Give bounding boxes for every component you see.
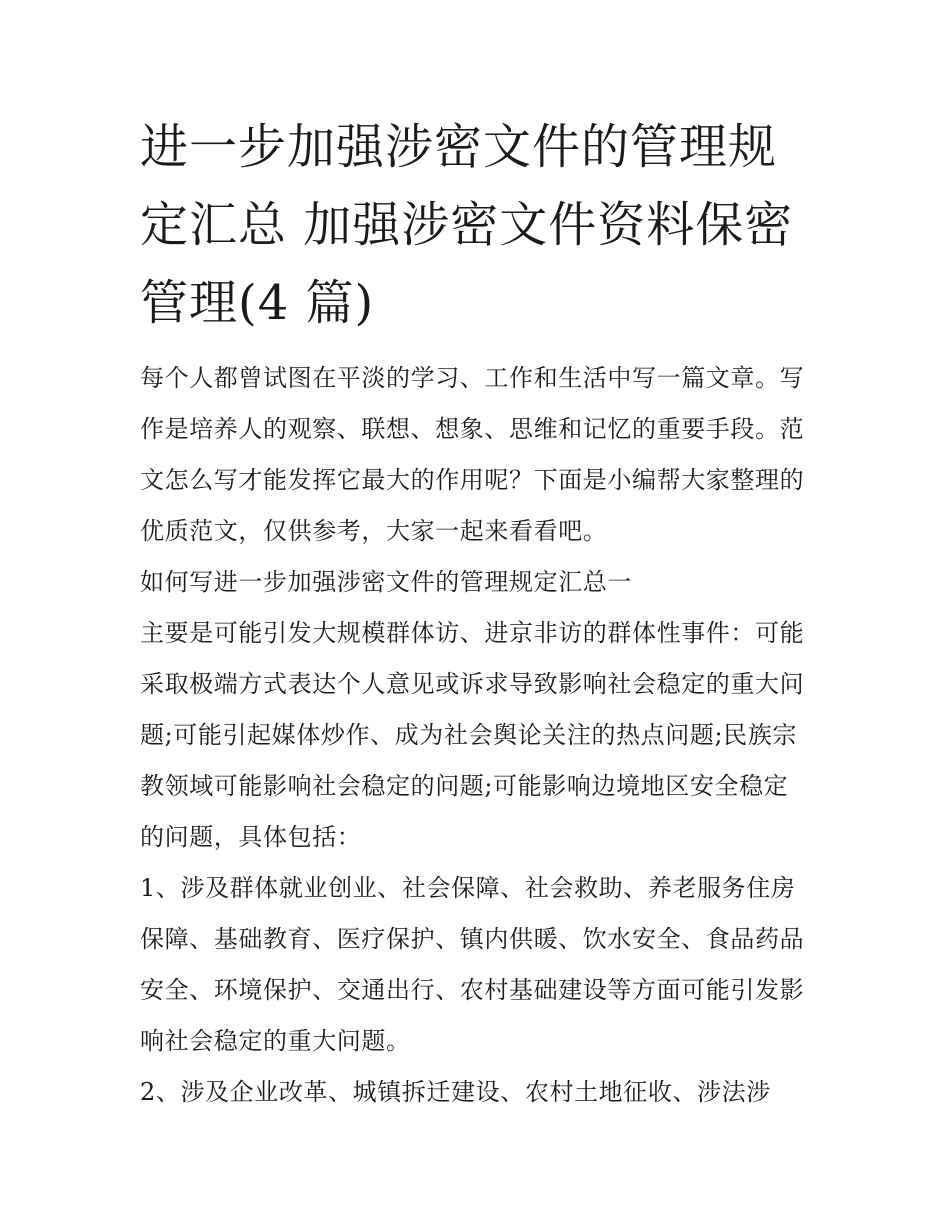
body-line: 作是培养人的观察、联想、想象、思维和记忆的重要手段。范 [140,415,805,443]
list-item-1-line: 响社会稳定的重大问题。 [140,1027,411,1055]
body-line: 文怎么写才能发挥它最大的作用呢？下面是小编帮大家整理的 [140,466,805,494]
list-item-1-line: 1、涉及群体就业创业、社会保障、社会救助、养老服务住房 [140,874,796,902]
list-item-2-line: 2、涉及企业改革、城镇拆迁建设、农村土地征收、涉法涉 [140,1078,771,1106]
body-line: 采取极端方式表达个人意见或诉求导致影响社会稳定的重大问 [140,670,805,698]
body-line: 教领域可能影响社会稳定的问题;可能影响边境地区安全稳定 [140,772,789,800]
body-line: 题;可能引起媒体炒作、成为社会舆论关注的热点问题;民族宗 [140,721,797,749]
section-heading: 如何写进一步加强涉密文件的管理规定汇总一 [140,568,632,596]
body-line: 的问题，具体包括： [140,823,362,851]
body-line: 主要是可能引发大规模群体访、进京非访的群体性事件：可能 [140,619,805,647]
title-line-2: 定汇总 加强涉密文件资料保密 [140,197,794,253]
title-line-1: 进一步加强涉密文件的管理规 [140,119,778,175]
list-item-1-line: 保障、基础教育、医疗保护、镇内供暖、饮水安全、食品药品 [140,925,805,953]
list-item-1-line: 安全、环境保护、交通出行、农村基础建设等方面可能引发影 [140,976,805,1004]
body-line: 优质范文，仅供参考，大家一起来看看吧。 [140,517,608,545]
body-line: 每个人都曾试图在平淡的学习、工作和生活中写一篇文章。写 [140,364,805,392]
title-line-3: 管理(4 篇) [140,275,375,331]
